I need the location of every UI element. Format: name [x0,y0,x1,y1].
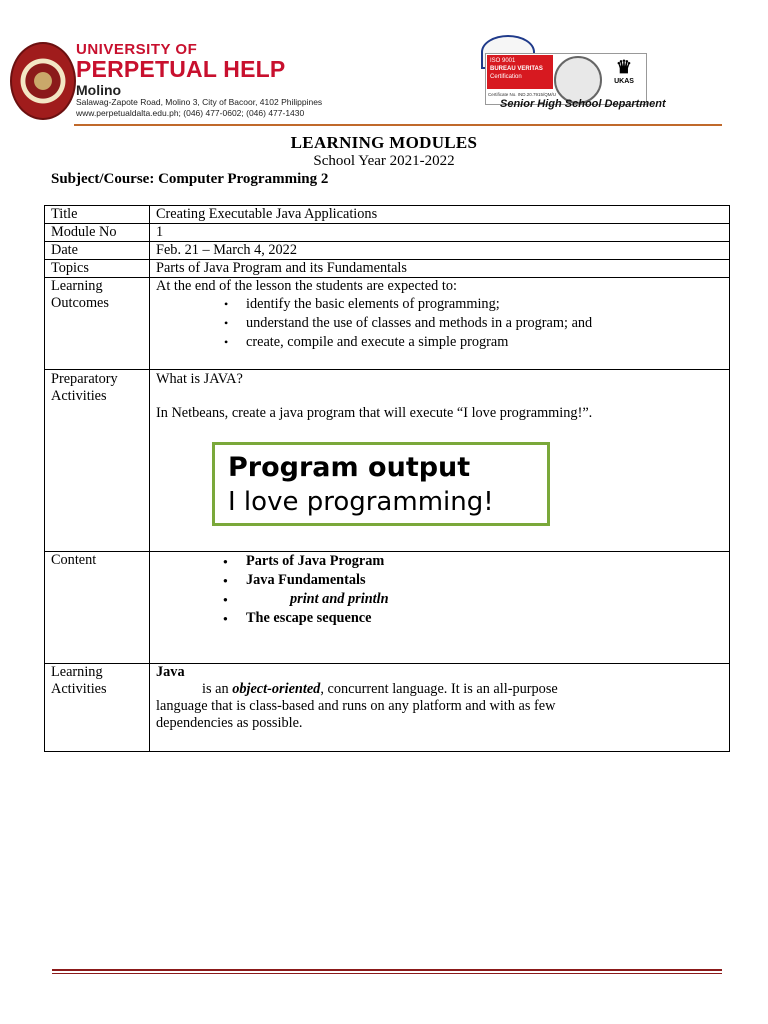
footer-divider [52,969,722,971]
department-name: Senior High School Department [500,98,666,110]
iso-label: ISO 9001 [490,58,516,64]
outcomes-label [45,278,150,370]
prep-label-line2: Activities [51,388,107,404]
date-value: Feb. 21 – March 4, 2022 [150,242,730,260]
list-subitem: ● print and println [246,590,723,609]
activities-text-pre: is an [202,681,233,697]
prep-label [45,370,150,552]
table-row [45,552,730,664]
prep-question: What is JAVA? [156,371,243,387]
activities-label-line1: Learning [51,664,103,680]
outcomes-label-line1: Learning [51,278,103,294]
university-name-line2: PERPETUAL HELP [76,56,286,82]
bureau-veritas-label: BUREAU VERITAS [490,66,543,72]
title-value: Creating Executable Java Applications [150,206,730,224]
prep-instruction: In Netbeans, create a java program that will execute “I love programming!”. [156,405,593,421]
module-value: 1 [150,224,730,242]
crown-icon: ♛ [615,57,633,77]
school-year: School Year 2021-2022 [313,153,455,169]
footer-divider-thin [52,973,722,974]
activities-label-line2: Activities [51,681,107,697]
content-list [156,552,723,628]
program-output-text: I love programming! [228,487,494,517]
module-table [44,205,730,752]
activities-emphasis: object-oriented [232,681,321,697]
topics-value: Parts of Java Program and its Fundamentals [150,260,730,278]
prep-label-line1: Preparatory [51,371,118,387]
prep-cell [150,370,730,552]
outcomes-cell [150,278,730,370]
list-item: • understand the use of classes and methods in a program; and [246,314,723,333]
table-row [45,278,730,370]
program-output-title: Program output [228,452,471,483]
outcomes-intro: At the end of the lesson the students are expected to: [156,278,457,294]
activities-line3: dependencies as possible. [156,715,303,731]
list-item: • create, compile and execute a simple program [246,333,723,352]
university-address: Salawag-Zapote Road, Molino 3, City of Bacoor, 4102 Philippines [76,97,323,107]
list-item: ● The escape sequence [246,609,723,628]
activities-label [45,664,150,752]
university-contact: www.perpetualdalta.edu.ph; (046) 477-0602; (046) 477-1430 [76,108,305,118]
activities-line2: language that is class-based and runs on any platform and with as few [156,698,556,714]
list-item: • identify the basic elements of programming; [246,295,723,314]
activities-line1 [156,681,723,698]
university-seal-logo [10,42,76,120]
table-row [45,206,730,224]
date-label: Date [45,242,150,260]
table-row [45,370,730,552]
content-label: Content [45,552,150,664]
ukas-label: UKAS [614,78,634,85]
program-output-box [212,442,550,526]
topics-label: Topics [45,260,150,278]
table-row [45,664,730,752]
activities-heading: Java [156,664,185,680]
table-row [45,260,730,278]
ukas-mark [606,56,642,100]
document-heading: LEARNING MODULES [290,133,478,152]
outcomes-label-line2: Outcomes [51,295,109,311]
table-row [45,224,730,242]
campus-name: Molino [76,82,122,98]
header-divider [74,124,722,126]
subject-course: Subject/Course: Computer Programming 2 [51,171,329,187]
list-item: ● Parts of Java Program [246,552,723,571]
university-name-line1: UNIVERSITY OF [76,41,198,58]
title-label: Title [45,206,150,224]
outcomes-list [156,295,723,352]
bureau-veritas-seal-icon [554,56,602,104]
list-item: ● Java Fundamentals [246,571,723,590]
certification-label: Certification [490,74,522,80]
table-row [45,242,730,260]
module-label: Module No [45,224,150,242]
certificate-number: Certificate No. IND.20.7915/QM/U [488,92,557,97]
activities-cell [150,664,730,752]
activities-text-post: , concurrent language. It is an all-purpose [320,681,558,697]
content-cell [150,552,730,664]
iso-cert-block [487,55,553,89]
